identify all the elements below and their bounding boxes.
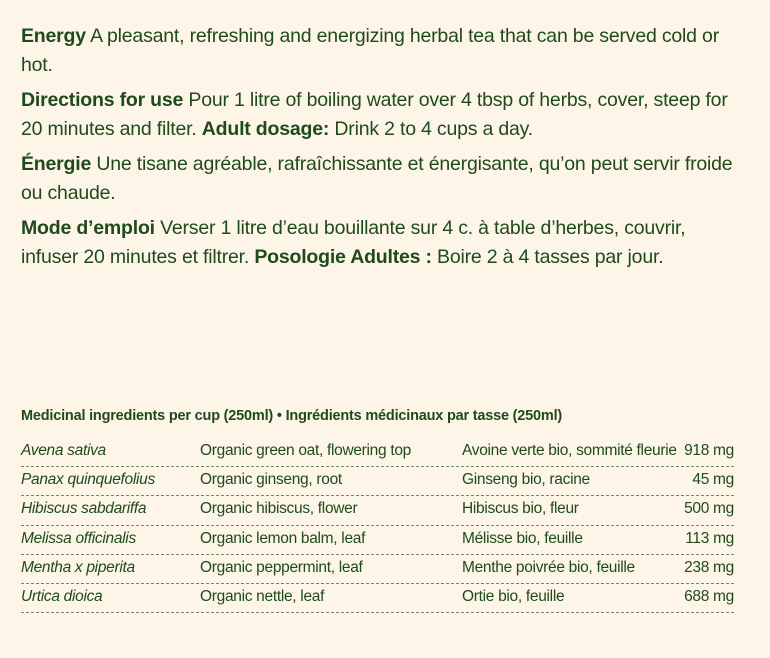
amount: 918 mg: [684, 442, 734, 459]
french-name: Ginseng bio, racine: [462, 471, 590, 489]
paragraph-text: A pleasant, refreshing and energizing herbal tea that can be served cold or hot.: [21, 25, 719, 76]
paragraph-heading: Mode d’emploi: [21, 217, 155, 239]
table-row: [21, 467, 734, 496]
paragraph-heading: Énergie: [21, 153, 92, 175]
description-paragraph: [21, 214, 746, 272]
english-name: Organic hibiscus, flower: [200, 500, 358, 518]
paragraph-heading: Posologie Adultes :: [254, 246, 432, 268]
french-name: Avoine verte bio, sommité fleurie: [462, 442, 677, 459]
latin-name: Mentha x piperita: [21, 558, 135, 576]
ingredients-title: Medicinal ingredients per cup (250ml) • Ingrédients médicinaux par tasse (250ml): [21, 408, 563, 424]
latin-name: Panax quinquefolius: [21, 471, 155, 489]
paragraph-heading: Directions for use: [21, 89, 184, 111]
latin-name: Hibiscus sabdariffa: [21, 500, 147, 518]
description-paragraph: [21, 86, 746, 144]
english-name: Organic green oat, flowering top: [200, 442, 411, 459]
table-row: [21, 555, 734, 584]
english-name: Organic lemon balm, leaf: [200, 529, 366, 547]
english-name: Organic ginseng, root: [200, 471, 342, 489]
paragraph-heading: Adult dosage:: [201, 118, 330, 140]
french-name: Ortie bio, feuille: [462, 587, 565, 605]
paragraph-heading: Energy: [21, 25, 86, 47]
amount: 500 mg: [684, 500, 734, 518]
table-row: [21, 584, 734, 613]
paragraph-text: Une tisane agréable, rafraîchissante et énergisante, qu’on peut servir froide ou chaude.: [21, 153, 733, 204]
amount: 688 mg: [684, 587, 734, 605]
description-paragraph: [21, 150, 746, 208]
table-row: [21, 496, 734, 525]
description-section: [21, 22, 746, 278]
table-row: [21, 438, 734, 467]
amount: 238 mg: [684, 558, 734, 576]
french-name: Mélisse bio, feuille: [462, 529, 583, 547]
amount: 45 mg: [692, 471, 734, 489]
table-row: [21, 526, 734, 555]
latin-name: Urtica dioica: [21, 587, 103, 605]
paragraph-text: Drink 2 to 4 cups a day.: [329, 118, 533, 140]
paragraph-text: Pour 1 litre of boiling water over 4 tbsp of herbs, cover, steep for 20 minutes and filter.: [21, 89, 728, 140]
paragraph-text: Boire 2 à 4 tasses par jour.: [431, 246, 664, 268]
paragraph-text: Verser 1 litre d’eau bouillante sur 4 c. à table d’herbes, couvrir, infuser 20 minutes et filtrer.: [21, 217, 686, 268]
english-name: Organic nettle, leaf: [200, 587, 325, 605]
latin-name: Avena sativa: [21, 442, 106, 459]
description-paragraph: [21, 22, 746, 80]
ingredients-table: [21, 438, 734, 613]
french-name: Hibiscus bio, fleur: [462, 500, 579, 518]
amount: 113 mg: [685, 529, 734, 547]
english-name: Organic peppermint, leaf: [200, 558, 363, 576]
latin-name: Melissa officinalis: [21, 529, 136, 547]
french-name: Menthe poivrée bio, feuille: [462, 558, 635, 576]
